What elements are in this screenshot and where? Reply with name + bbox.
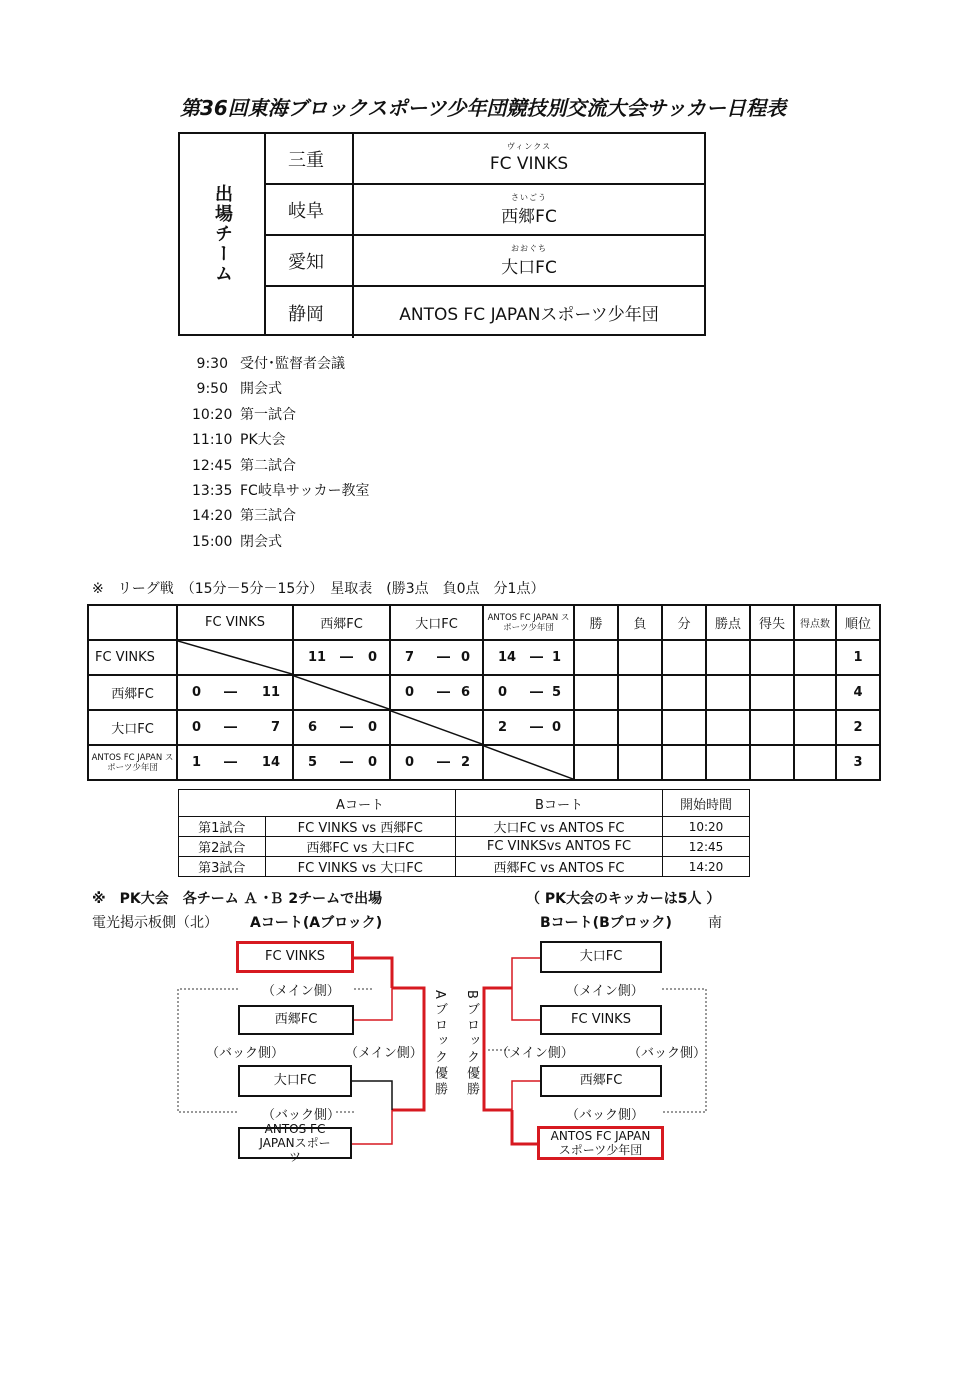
pk-a-team-2: 西郷FC bbox=[238, 1005, 354, 1035]
pk-heading: ※ PK大会 各チーム Ａ ･Ｂ 2チームで出場 bbox=[92, 891, 383, 907]
team-name: 西郷FC bbox=[501, 207, 557, 227]
score-for: 0 bbox=[498, 685, 508, 700]
court-header: Bコート bbox=[456, 790, 663, 817]
pk-a-side-main: （メイン側） bbox=[262, 984, 340, 999]
pk-a-side-back: （バック側） bbox=[206, 1046, 285, 1061]
court-time: 10:20 bbox=[663, 817, 750, 837]
score-dash: ― bbox=[530, 685, 543, 700]
score-for: 14 bbox=[498, 650, 517, 665]
score-dash: ― bbox=[340, 755, 353, 770]
score-against: 1 bbox=[551, 650, 561, 665]
col-header: 順位 bbox=[836, 605, 880, 640]
score-against: 0 bbox=[367, 755, 377, 770]
league-heading: ※ リーグ戦 （15分－5分－15分） 星取表 (勝3点 負0点 分1点） bbox=[92, 581, 545, 597]
score-against: 0 bbox=[367, 720, 377, 735]
league-team: FC VINKS bbox=[88, 640, 177, 675]
score-against: 5 bbox=[551, 685, 561, 700]
col-header: 勝点 bbox=[706, 605, 750, 640]
court-match: 第3試合 bbox=[179, 857, 266, 877]
score-for: 6 bbox=[308, 720, 318, 735]
court-b: FC VINKSvs ANTOS FC bbox=[456, 837, 663, 857]
schedule-time: 13:35 bbox=[192, 483, 233, 500]
schedule-event: 開会式 bbox=[240, 381, 282, 398]
league-rank: 4 bbox=[836, 675, 880, 710]
court-header: 開始時間 bbox=[663, 790, 750, 817]
team-ruby: おおぐち bbox=[511, 244, 547, 253]
schedule-event: 第二試合 bbox=[240, 457, 296, 474]
score-dash: ― bbox=[340, 650, 353, 665]
score-dash: ― bbox=[437, 650, 450, 665]
team-pref: 三重 bbox=[266, 134, 354, 183]
pk-b-side-back: （バック側） bbox=[628, 1046, 707, 1061]
score-for: 0 bbox=[192, 685, 202, 700]
score-for: 0 bbox=[405, 755, 415, 770]
pk-a-team-4: ANTOS FC JAPANスポーツ bbox=[238, 1127, 352, 1159]
pk-a-team-1: FC VINKS bbox=[236, 941, 354, 973]
pk-b-side-back-2: （バック側） bbox=[566, 1108, 645, 1123]
schedule-time: 14:20 bbox=[192, 508, 233, 525]
score-dash: ― bbox=[437, 685, 450, 700]
col-header: FC VINKS bbox=[177, 605, 293, 640]
pk-b-side-main: （メイン側） bbox=[566, 984, 644, 999]
pk-b-side-main-2: （メイン側） bbox=[496, 1046, 574, 1061]
schedule-time: 15:00 bbox=[192, 533, 233, 550]
court-time: 14:20 bbox=[663, 857, 750, 877]
pk-b-winner: Bブロック優勝 bbox=[464, 990, 479, 1098]
schedule-event: PK大会 bbox=[240, 432, 286, 449]
score-for: 0 bbox=[405, 685, 415, 700]
court-a: 西郷FC vs 大口FC bbox=[265, 837, 456, 857]
score-for: 7 bbox=[405, 650, 415, 665]
score-for: 1 bbox=[192, 755, 202, 770]
score-dash: ― bbox=[530, 650, 543, 665]
score-dash: ― bbox=[224, 755, 237, 770]
schedule-event: 受付･監督者会議 bbox=[240, 356, 345, 372]
court-a: FC VINKS vs 大口FC bbox=[265, 857, 456, 877]
score-dash: ― bbox=[224, 720, 237, 735]
pk-b-team-3: 西郷FC bbox=[540, 1065, 662, 1097]
court-b: 西郷FC vs ANTOS FC bbox=[456, 857, 663, 877]
pk-b-team-2: FC VINKS bbox=[540, 1005, 662, 1035]
court-match: 第2試合 bbox=[179, 837, 266, 857]
team-pref: 愛知 bbox=[266, 236, 354, 285]
team-pref: 岐阜 bbox=[266, 185, 354, 234]
score-against: 14 bbox=[261, 755, 280, 770]
col-header: 負 bbox=[618, 605, 662, 640]
team-pref: 静岡 bbox=[266, 287, 354, 338]
league-rank: 1 bbox=[836, 640, 880, 675]
schedule-time: 9:30 bbox=[196, 356, 228, 372]
score-dash: ― bbox=[340, 720, 353, 735]
score-dash: ― bbox=[530, 720, 543, 735]
schedule-time: 9:50 bbox=[196, 381, 228, 398]
score-against: 7 bbox=[270, 720, 280, 735]
pk-court-a: Aコート(Aブロック) bbox=[250, 915, 383, 931]
pk-b-team-4: ANTOS FC JAPAN スポーツ少年団 bbox=[537, 1126, 664, 1160]
col-header: 分 bbox=[662, 605, 706, 640]
court-header: Aコート bbox=[265, 790, 456, 817]
col-header: 西郷FC bbox=[293, 605, 390, 640]
team-ruby: さいごう bbox=[511, 193, 547, 202]
score-for: 5 bbox=[308, 755, 318, 770]
col-header: 得点数 bbox=[794, 605, 836, 640]
col-header: 大口FC bbox=[390, 605, 483, 640]
schedule-time: 12:45 bbox=[192, 457, 233, 474]
league-rank: 3 bbox=[836, 745, 880, 780]
score-for: 11 bbox=[308, 650, 327, 665]
score-against: 0 bbox=[460, 650, 470, 665]
pk-b-team-1: 大口FC bbox=[540, 941, 662, 973]
court-match: 第1試合 bbox=[179, 817, 266, 837]
league-team: ANTOS FC JAPAN スポーツ少年団 bbox=[88, 745, 177, 780]
schedule-time: 10:20 bbox=[192, 406, 233, 423]
page-title: 第36回東海ブロックスポーツ少年団競技別交流大会サッカー日程表 bbox=[179, 96, 787, 120]
score-against: 6 bbox=[460, 685, 470, 700]
team-ruby: ヴィンクス bbox=[506, 142, 552, 151]
league-rank: 2 bbox=[836, 710, 880, 745]
schedule-event: FC岐阜サッカー教室 bbox=[240, 483, 370, 500]
col-header: 得失 bbox=[750, 605, 794, 640]
score-dash: ― bbox=[224, 685, 237, 700]
score-against: 2 bbox=[460, 755, 470, 770]
pk-a-side-main-2: （メイン側） bbox=[345, 1046, 423, 1061]
schedule-event: 閉会式 bbox=[240, 533, 282, 550]
col-header: ANTOS FC JAPAN スポーツ少年団 bbox=[483, 605, 574, 640]
score-for: 0 bbox=[192, 720, 202, 735]
schedule-event: 第三試合 bbox=[240, 508, 296, 525]
team-name: 大口FC bbox=[501, 258, 557, 278]
court-b: 大口FC vs ANTOS FC bbox=[456, 817, 663, 837]
score-against: 11 bbox=[261, 685, 280, 700]
league-team: 西郷FC bbox=[88, 675, 177, 710]
pk-note: （ PK大会のキッカーは5人 ） bbox=[526, 891, 721, 907]
pk-a-winner: Aブロック優勝 bbox=[432, 990, 447, 1098]
score-for: 2 bbox=[498, 720, 508, 735]
team-name: FC VINKS bbox=[489, 153, 569, 174]
pk-court-b: Bコート(Bブロック) bbox=[540, 915, 672, 931]
score-against: 0 bbox=[367, 650, 377, 665]
team-name: ANTOS FC JAPANスポーツ少年団 bbox=[399, 305, 659, 325]
pk-a-side-back-2: （バック側） bbox=[262, 1108, 341, 1123]
teams-label: 出場チーム bbox=[212, 184, 233, 284]
pk-north: 電光掲示板側（北） bbox=[92, 915, 218, 931]
court-time: 12:45 bbox=[663, 837, 750, 857]
schedule-time: 11:10 bbox=[192, 432, 233, 449]
pk-south: 南 bbox=[708, 915, 722, 931]
schedule-event: 第一試合 bbox=[240, 406, 296, 423]
col-header: 勝 bbox=[574, 605, 618, 640]
pk-a-team-3: 大口FC bbox=[238, 1065, 352, 1097]
score-dash: ― bbox=[437, 755, 450, 770]
league-team: 大口FC bbox=[88, 710, 177, 745]
court-a: FC VINKS vs 西郷FC bbox=[265, 817, 456, 837]
score-against: 0 bbox=[551, 720, 561, 735]
